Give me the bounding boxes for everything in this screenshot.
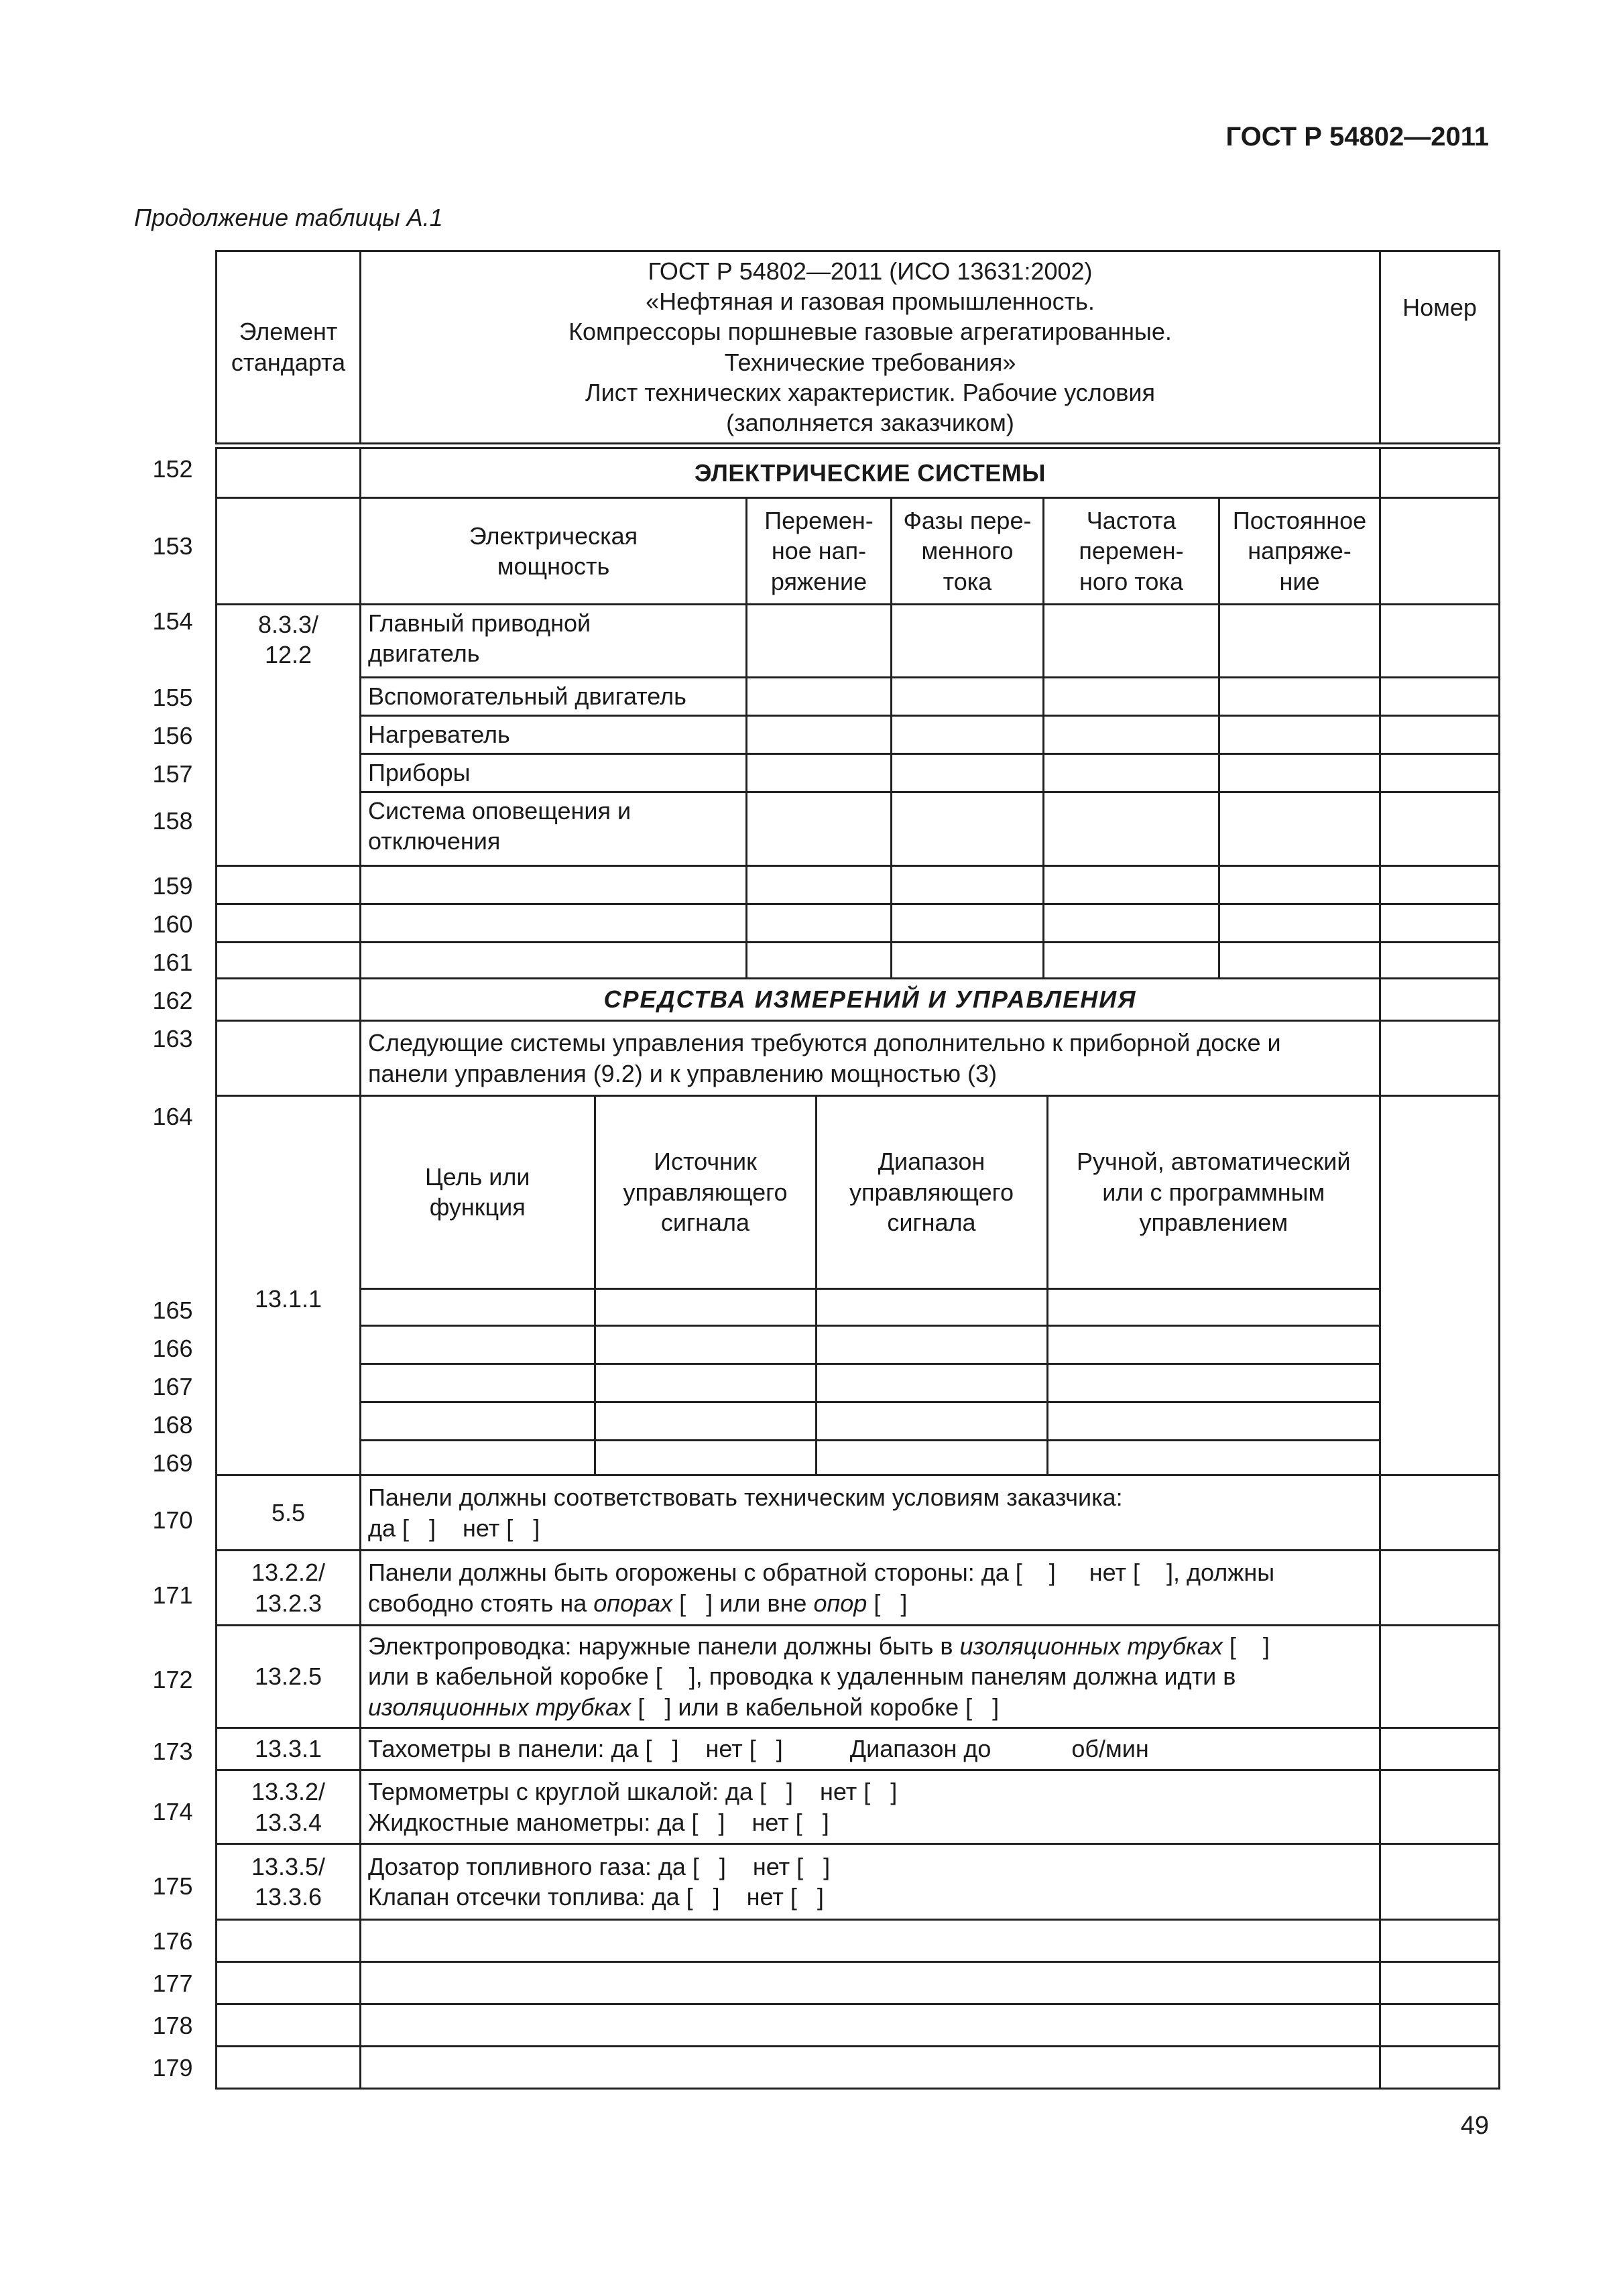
- row-number: 177: [152, 1970, 193, 1997]
- table-row: [217, 1962, 1500, 2004]
- requirement-text[interactable]: Термометры с круглой шкалой: да [ ] нет [ ]: [368, 1778, 898, 1806]
- text-run-italic: опор: [813, 1589, 867, 1617]
- row-number: 171: [152, 1581, 193, 1609]
- number-cell: [1380, 678, 1500, 716]
- input-cell[interactable]: [892, 716, 1044, 754]
- column-header-power: [361, 498, 747, 605]
- number-cell: [1380, 1096, 1500, 1475]
- column-header-line: Электрическая: [469, 522, 638, 550]
- datasheet-table: [215, 250, 1500, 2090]
- element-ref: 13.3.4: [254, 1808, 322, 1836]
- instruments-subtable-cell: [361, 1096, 1380, 1475]
- column-header-line: Диапазон: [878, 1148, 985, 1176]
- input-cell[interactable]: [1219, 605, 1380, 678]
- element-ref: 13.2.5: [254, 1663, 322, 1691]
- input-cell[interactable]: [1044, 904, 1219, 943]
- table-row: [217, 446, 1500, 498]
- element-cell: [217, 446, 361, 498]
- input-cell[interactable]: [1219, 792, 1380, 866]
- number-cell: [1380, 716, 1500, 754]
- input-cell[interactable]: [1047, 1402, 1379, 1440]
- input-cell[interactable]: [747, 678, 892, 716]
- input-cell[interactable]: [1044, 678, 1219, 716]
- input-cell[interactable]: [361, 2047, 1380, 2089]
- input-cell[interactable]: [1044, 754, 1219, 792]
- input-cell[interactable]: [595, 1364, 816, 1402]
- table-row: [217, 1096, 1500, 1475]
- column-header-line: Цель или: [425, 1162, 530, 1191]
- number-cell: [1380, 2047, 1500, 2089]
- input-cell[interactable]: [892, 678, 1044, 716]
- table-row: [217, 943, 1500, 979]
- table-row: [217, 2047, 1500, 2089]
- input-cell[interactable]: [1044, 605, 1219, 678]
- requirement-text[interactable]: Дозатор топливного газа: да [ ] нет [ ]: [368, 1852, 831, 1880]
- text-run: [ ] или вне: [672, 1589, 814, 1617]
- item-label-cell: [361, 605, 747, 678]
- text-run-italic: изоляционных трубках: [959, 1632, 1223, 1660]
- row-number: 164: [152, 1103, 193, 1130]
- table-row: [361, 1325, 1379, 1364]
- column-header-line: ряжение: [770, 567, 867, 595]
- input-cell[interactable]: [747, 943, 892, 979]
- input-cell[interactable]: [1047, 1440, 1379, 1474]
- text-run: [ ]: [1222, 1632, 1270, 1660]
- column-header-line: или с программным: [1102, 1178, 1325, 1206]
- table-row: [361, 1364, 1379, 1402]
- input-cell[interactable]: [1047, 1364, 1379, 1402]
- element-ref: 12.2: [264, 641, 312, 669]
- input-cell[interactable]: [1047, 1325, 1379, 1364]
- row-number: 153: [152, 532, 193, 560]
- element-cell: [217, 2004, 361, 2047]
- header-element-cell: [217, 251, 361, 446]
- header-element-label: стандарта: [231, 348, 346, 376]
- table-row: [217, 1844, 1500, 1920]
- row-number: 160: [152, 910, 193, 938]
- input-cell[interactable]: [1219, 678, 1380, 716]
- number-cell: [1380, 1626, 1500, 1728]
- input-cell[interactable]: [361, 1402, 595, 1440]
- column-header-line: управлением: [1139, 1208, 1288, 1236]
- element-cell: [217, 979, 361, 1021]
- item-label: двигатель: [368, 640, 480, 668]
- input-cell[interactable]: [1219, 943, 1380, 979]
- element-cell: [217, 904, 361, 943]
- number-cell: [1380, 866, 1500, 904]
- item-label-cell: [361, 792, 747, 866]
- input-cell[interactable]: [892, 605, 1044, 678]
- input-cell[interactable]: [361, 904, 747, 943]
- table-row: [217, 678, 1500, 716]
- item-label-cell: [361, 716, 747, 754]
- row-number: 178: [152, 2012, 193, 2039]
- requirement-cell: [361, 1728, 1380, 1770]
- element-ref: 5.5: [271, 1498, 306, 1526]
- table-row: [217, 1021, 1500, 1096]
- requirement-text[interactable]: Панели должны быть огорожены с обратной стороны: да [ ] нет [ ], должны: [368, 1559, 1275, 1587]
- row-number: 170: [152, 1506, 193, 1534]
- row-number: 175: [152, 1872, 193, 1900]
- column-header-line: ного тока: [1079, 567, 1183, 595]
- header-title-line: (заполняется заказчиком): [726, 409, 1014, 437]
- header-number-cell: [1380, 251, 1500, 446]
- table-row: [217, 1770, 1500, 1844]
- input-cell[interactable]: [595, 1402, 816, 1440]
- header-title-line: Лист технических характеристик. Рабочие условия: [585, 379, 1155, 407]
- number-cell: [1380, 754, 1500, 792]
- row-number: 163: [152, 1025, 193, 1052]
- page-number: 49: [1460, 2112, 1489, 2140]
- element-cell: [217, 1021, 361, 1096]
- row-number: 176: [152, 1927, 193, 1955]
- table-row: [217, 1475, 1500, 1551]
- header-title-line: Технические требования»: [724, 348, 1016, 376]
- number-cell: [1380, 1844, 1500, 1920]
- number-cell: [1380, 1551, 1500, 1626]
- input-cell[interactable]: [595, 1288, 816, 1325]
- number-cell: [1380, 943, 1500, 979]
- element-ref: 13.3.1: [254, 1735, 322, 1763]
- header-title-line: «Нефтяная и газовая промышленность.: [646, 288, 1095, 316]
- element-ref: 13.3.6: [254, 1883, 322, 1911]
- table-row: [361, 1440, 1379, 1474]
- row-number: 159: [152, 872, 193, 900]
- column-header-line: ное нап-: [771, 537, 867, 565]
- number-cell: [1380, 1770, 1500, 1844]
- requirement-text[interactable]: Жидкостные манометры: да [ ] нет [ ]: [368, 1808, 829, 1836]
- column-header-line: тока: [943, 567, 992, 595]
- requirement-checkbox-line[interactable]: да [ ] нет [ ]: [368, 1514, 540, 1542]
- header-title-line: ГОСТ Р 54802—2011 (ИСО 13631:2002): [648, 257, 1093, 285]
- column-header-line: Частота: [1086, 506, 1177, 534]
- table-row: [217, 979, 1500, 1021]
- column-header-purpose: [361, 1097, 595, 1288]
- column-header-line: сигнала: [887, 1208, 976, 1236]
- table-row: [217, 605, 1500, 678]
- row-number: 166: [152, 1335, 193, 1362]
- row-number: 155: [152, 684, 193, 711]
- element-cell: [217, 866, 361, 904]
- text-run: [ ]: [867, 1589, 908, 1617]
- table-row: [217, 754, 1500, 792]
- table-header-row: [217, 251, 1500, 446]
- input-cell[interactable]: [1219, 716, 1380, 754]
- element-cell: [217, 498, 361, 605]
- table-row: [361, 1288, 1379, 1325]
- element-ref: 8.3.3/: [257, 611, 319, 638]
- element-ref-cell: [217, 1626, 361, 1728]
- header-element-label: Элемент: [239, 318, 338, 346]
- column-header-line: ние: [1279, 567, 1320, 595]
- table-row: [217, 1728, 1500, 1770]
- element-ref-cell: [217, 1551, 361, 1626]
- number-cell: [1380, 1475, 1500, 1551]
- input-cell[interactable]: [892, 754, 1044, 792]
- input-cell[interactable]: [747, 792, 892, 866]
- input-cell[interactable]: [1044, 943, 1219, 979]
- table-row: [217, 1551, 1500, 1626]
- input-cell[interactable]: [1044, 866, 1219, 904]
- input-cell[interactable]: [1219, 866, 1380, 904]
- row-number: 162: [152, 987, 193, 1014]
- input-cell[interactable]: [816, 1288, 1047, 1325]
- row-number: 168: [152, 1411, 193, 1439]
- input-cell[interactable]: [361, 1920, 1380, 1962]
- requirement-text[interactable]: или в кабельной коробке [ ], проводка к удаленным панелям должна идти в: [368, 1663, 1236, 1691]
- column-header-signal-source: [595, 1097, 816, 1288]
- element-cell: [217, 1962, 361, 2004]
- input-cell[interactable]: [361, 943, 747, 979]
- column-header-line: Перемен-: [764, 506, 874, 534]
- table-row: [361, 1402, 1379, 1440]
- input-cell[interactable]: [816, 1402, 1047, 1440]
- subtable-header-row: [361, 1097, 1379, 1288]
- column-header-line: Источник: [654, 1148, 757, 1176]
- requirement-text[interactable]: [368, 1692, 1372, 1722]
- table-row: [217, 2004, 1500, 2047]
- element-ref-cell: [217, 1770, 361, 1844]
- instruments-note-cell: [361, 1021, 1380, 1096]
- input-cell[interactable]: [892, 866, 1044, 904]
- table-row: [217, 866, 1500, 904]
- column-header-line: управляющего: [623, 1178, 788, 1206]
- input-cell[interactable]: [747, 904, 892, 943]
- input-cell[interactable]: [747, 866, 892, 904]
- column-header-line: функция: [429, 1193, 526, 1221]
- row-number: 167: [152, 1373, 193, 1400]
- input-cell[interactable]: [361, 1440, 595, 1474]
- text-run-italic: изоляционных трубках: [368, 1693, 632, 1721]
- row-number: 158: [152, 807, 193, 835]
- input-cell[interactable]: [595, 1325, 816, 1364]
- item-label: отключения: [368, 827, 501, 855]
- header-title-line: Компрессоры поршневые газовые агрегатированные.: [568, 318, 1172, 346]
- input-cell[interactable]: [595, 1440, 816, 1474]
- row-number: 173: [152, 1738, 193, 1765]
- input-cell[interactable]: [816, 1364, 1047, 1402]
- item-label-cell: [361, 678, 747, 716]
- text-run-italic: опорах: [593, 1589, 673, 1617]
- header-title-cell: [361, 251, 1380, 446]
- number-cell: [1380, 605, 1500, 678]
- number-cell: [1380, 446, 1500, 498]
- element-ref-cell: [217, 1728, 361, 1770]
- requirement-text[interactable]: [368, 1588, 1372, 1618]
- column-header-line: Ручной, автоматический: [1076, 1148, 1351, 1176]
- column-header-line: Постоянное: [1232, 506, 1367, 534]
- instruments-note-line: Следующие системы управления требуются дополнительно к приборной доске и: [368, 1029, 1281, 1057]
- input-cell[interactable]: [361, 2004, 1380, 2047]
- text-run: свободно стоять на: [368, 1589, 594, 1617]
- row-number: 161: [152, 949, 193, 976]
- input-cell[interactable]: [1047, 1288, 1379, 1325]
- number-cell: [1380, 1962, 1500, 2004]
- row-number: 165: [152, 1296, 193, 1324]
- item-label: Нагреватель: [368, 721, 510, 749]
- requirement-cell: [361, 1844, 1380, 1920]
- row-number: 152: [152, 455, 193, 483]
- input-cell[interactable]: [361, 866, 747, 904]
- number-cell: [1380, 979, 1500, 1021]
- requirement-cell: [361, 1475, 1380, 1551]
- input-cell[interactable]: [747, 605, 892, 678]
- row-number: 172: [152, 1666, 193, 1693]
- instruments-subtable: [361, 1097, 1379, 1474]
- row-number: 169: [152, 1449, 193, 1477]
- column-header-line: перемен-: [1079, 537, 1184, 565]
- number-cell: [1380, 904, 1500, 943]
- input-cell[interactable]: [1044, 716, 1219, 754]
- input-cell[interactable]: [892, 792, 1044, 866]
- column-header-line: мощность: [497, 552, 610, 580]
- table-row: [217, 498, 1500, 605]
- input-cell[interactable]: [892, 904, 1044, 943]
- row-number: 154: [152, 607, 193, 635]
- element-ref: 13.3.2/: [251, 1778, 326, 1806]
- element-ref: 13.1.1: [254, 1284, 322, 1313]
- text-run: Электропроводка: наружные панели должны быть в: [368, 1632, 960, 1660]
- row-number: 156: [152, 722, 193, 749]
- input-cell[interactable]: [816, 1440, 1047, 1474]
- number-cell: [1380, 2004, 1500, 2047]
- input-cell[interactable]: [892, 943, 1044, 979]
- element-ref-cell: [217, 1475, 361, 1551]
- text-run: [ ] или в кабельной коробке [ ]: [631, 1693, 1000, 1721]
- element-ref: 13.2.2/: [251, 1559, 326, 1587]
- input-cell[interactable]: [361, 1364, 595, 1402]
- table-row: [217, 1626, 1500, 1728]
- requirement-text: Панели должны соответствовать техническим условиям заказчика:: [368, 1484, 1123, 1512]
- input-cell[interactable]: [361, 1962, 1380, 2004]
- range-label: Диапазон до: [849, 1735, 991, 1763]
- column-header-line: Фазы пере-: [903, 506, 1032, 534]
- number-cell: [1380, 498, 1500, 605]
- section-title-electrical: ЭЛЕКТРИЧЕСКИЕ СИСТЕМЫ: [361, 446, 1380, 498]
- element-ref-cell: [217, 1096, 361, 1475]
- input-cell[interactable]: [816, 1325, 1047, 1364]
- column-header-ac-frequency: [1044, 498, 1219, 605]
- column-header-line: управляющего: [849, 1178, 1014, 1206]
- item-label: Система оповещения и: [368, 797, 632, 825]
- column-header-dc-voltage: [1219, 498, 1380, 605]
- column-header-control-mode: [1047, 1097, 1379, 1288]
- element-cell: [217, 1920, 361, 1962]
- column-header-signal-range: [816, 1097, 1047, 1288]
- element-ref-cell: [217, 605, 361, 866]
- input-cell[interactable]: [1219, 754, 1380, 792]
- rpm-unit: об/мин: [1071, 1735, 1149, 1763]
- element-cell: [217, 2047, 361, 2089]
- column-header-line: менного: [921, 537, 1014, 565]
- row-number: 179: [152, 2054, 193, 2081]
- element-ref: 13.2.3: [254, 1589, 322, 1617]
- column-header-line: напряже-: [1248, 537, 1351, 565]
- table-row: [217, 792, 1500, 866]
- document-code: ГОСТ Р 54802—2011: [1225, 122, 1489, 152]
- section-title-instruments: СРЕДСТВА ИЗМЕРЕНИЙ И УПРАВЛЕНИЯ: [361, 979, 1380, 1021]
- input-cell[interactable]: [1044, 792, 1219, 866]
- input-cell[interactable]: [1219, 904, 1380, 943]
- instruments-note-line: панели управления (9.2) и к управлению мощностью (3): [368, 1059, 997, 1087]
- requirement-text[interactable]: Клапан отсечки топлива: да [ ] нет [ ]: [368, 1883, 824, 1911]
- requirement-cell: [361, 1551, 1380, 1626]
- row-number: 174: [152, 1798, 193, 1825]
- column-header-line: сигнала: [660, 1208, 750, 1236]
- table-row: [217, 904, 1500, 943]
- element-ref: 13.3.5/: [251, 1852, 326, 1880]
- number-cell: [1380, 1021, 1500, 1096]
- requirement-text[interactable]: [368, 1631, 1372, 1661]
- input-cell[interactable]: [361, 1288, 595, 1325]
- input-cell[interactable]: [361, 1325, 595, 1364]
- requirement-cell: [361, 1770, 1380, 1844]
- element-ref-cell: [217, 1844, 361, 1920]
- element-cell: [217, 943, 361, 979]
- table-row: [217, 1920, 1500, 1962]
- item-label: Приборы: [368, 759, 471, 787]
- column-header-ac-voltage: [747, 498, 892, 605]
- number-cell: [1380, 1728, 1500, 1770]
- number-cell: [1380, 1920, 1500, 1962]
- input-cell[interactable]: [747, 716, 892, 754]
- input-cell[interactable]: [747, 754, 892, 792]
- item-label: Вспомогательный двигатель: [368, 682, 686, 711]
- item-label: Главный приводной: [368, 609, 591, 637]
- number-cell: [1380, 792, 1500, 866]
- row-number: 157: [152, 760, 193, 788]
- header-number-label: Номер: [1402, 294, 1477, 321]
- table-row: [217, 716, 1500, 754]
- item-label-cell: [361, 754, 747, 792]
- requirement-cell: [361, 1626, 1380, 1728]
- requirement-text[interactable]: Тахометры в панели: да [ ] нет [ ]: [368, 1735, 783, 1763]
- table-continuation-caption: Продолжение таблицы А.1: [134, 204, 443, 231]
- column-header-ac-phases: [892, 498, 1044, 605]
